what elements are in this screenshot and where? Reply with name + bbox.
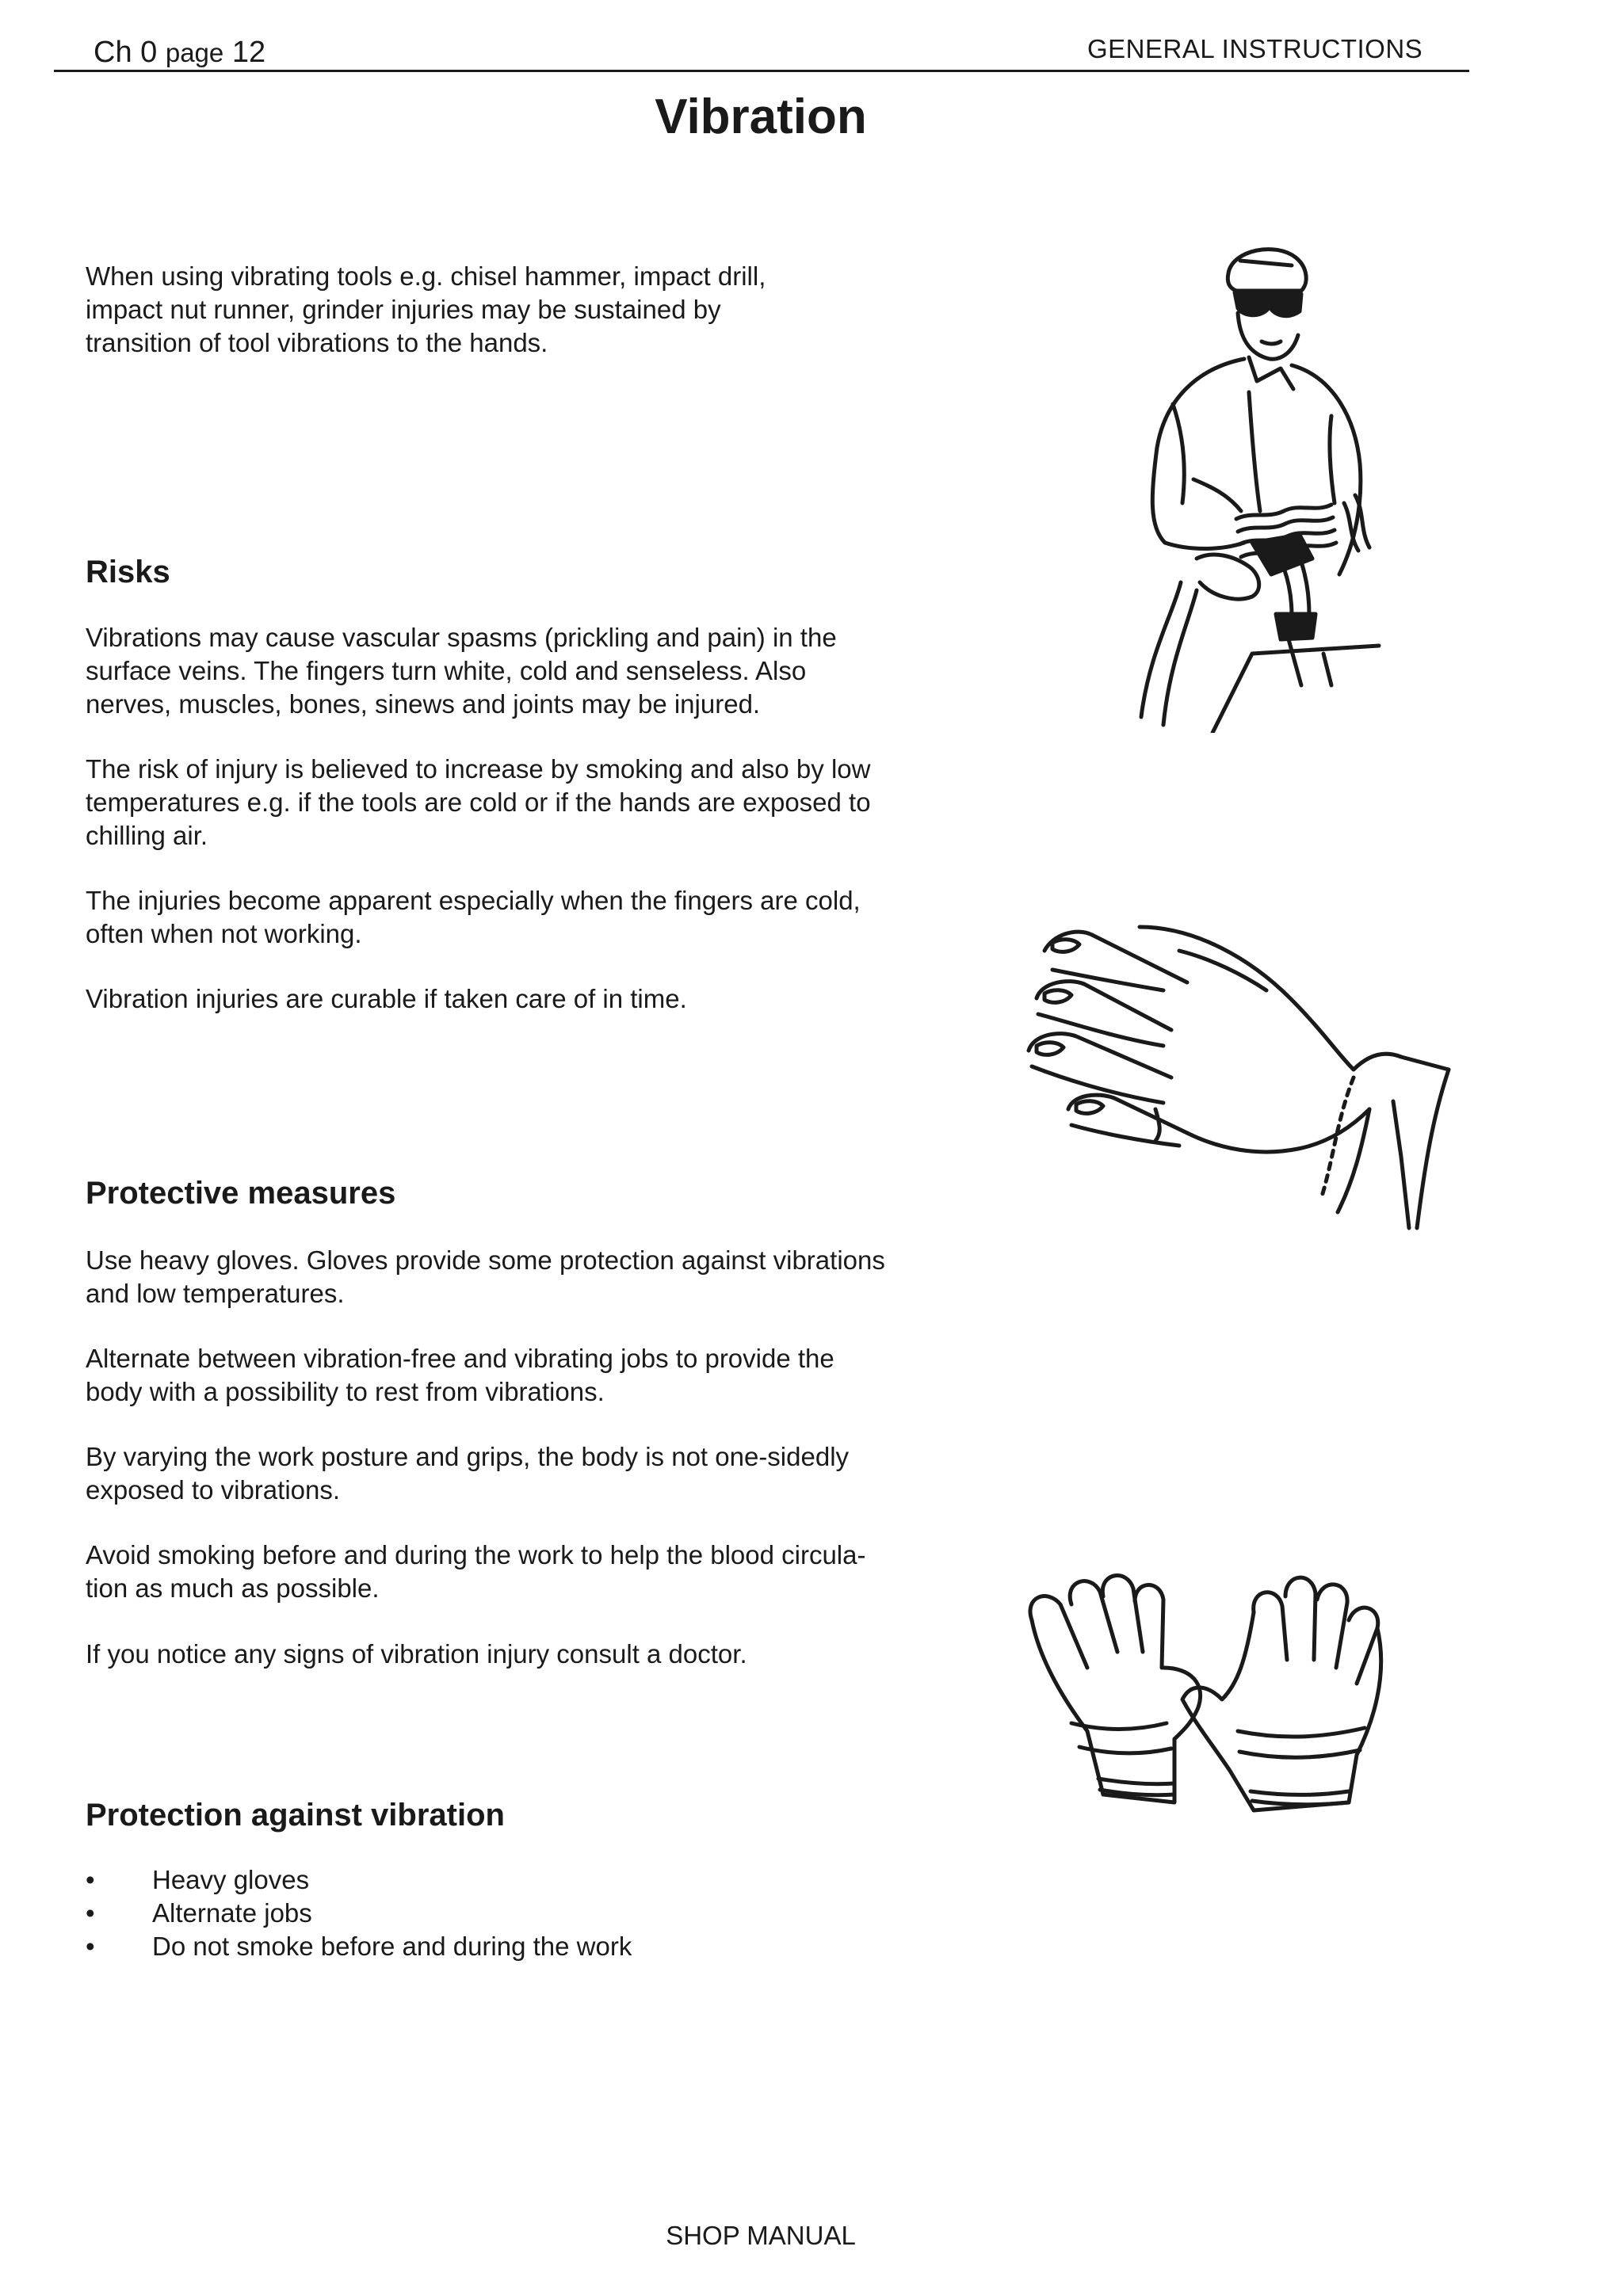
page-title: Vibration bbox=[655, 90, 867, 144]
protective-text: Avoid smoking before and during the work to help the blood circula- tion as much as possible. bbox=[86, 1540, 866, 1603]
list-item bbox=[86, 1863, 632, 1897]
list-item-text: Heavy gloves bbox=[152, 1865, 310, 1894]
list-item-text: Do not smoke before and during the work bbox=[152, 1932, 632, 1961]
protective-paragraph-2 bbox=[86, 1342, 934, 1409]
risks-text: The injuries become apparent especially when the fingers are cold, often when not working. bbox=[86, 886, 861, 948]
bullet-icon: • bbox=[86, 1898, 95, 1928]
page-header-chapter bbox=[94, 35, 265, 71]
protective-measures-heading: Protective measures bbox=[86, 1176, 396, 1211]
risks-paragraph-4 bbox=[86, 982, 934, 1016]
gloves-icon bbox=[1016, 1565, 1428, 1818]
intro-text bbox=[86, 260, 934, 360]
risks-text: The risk of injury is believed to increase by smoking and also by low temperatures e.g. if the tools are cold or if the hands are exposed to chilling air. bbox=[86, 754, 871, 850]
list-item bbox=[86, 1930, 632, 1963]
worker-with-vibrating-tool-icon bbox=[1094, 242, 1395, 733]
section-label: GENERAL INSTRUCTIONS bbox=[1087, 34, 1423, 63]
risks-paragraph-2 bbox=[86, 753, 934, 852]
protective-text: Use heavy gloves. Gloves provide some protection against vibrations and low temperatures. bbox=[86, 1245, 885, 1308]
intro-paragraph: When using vibrating tools e.g. chisel hammer, impact drill, impact nut runner, grinder injuries may be sustained by transition of tool vibrations to the hands. bbox=[86, 261, 766, 357]
protective-text: By varying the work posture and grips, the body is not one-sidedly exposed to vibrations. bbox=[86, 1442, 850, 1505]
bullet-icon: • bbox=[86, 1865, 95, 1894]
risks-text: Vibrations may cause vascular spasms (prickling and pain) in the surface veins. The fingers turn white, cold and senseless. Also nerves, muscles, bones, sinews and joints may be injured. bbox=[86, 623, 837, 719]
header-divider bbox=[54, 70, 1469, 72]
risks-paragraph-1 bbox=[86, 621, 934, 721]
protection-list bbox=[86, 1863, 632, 1963]
list-item bbox=[86, 1897, 632, 1930]
hand-icon bbox=[1021, 895, 1465, 1244]
page-word: page bbox=[165, 38, 224, 67]
risks-paragraph-3 bbox=[86, 884, 934, 951]
protection-heading: Protection against vibration bbox=[86, 1798, 505, 1833]
protective-text: Alternate between vibration-free and vibrating jobs to provide the body with a possibility to rest from vibrations. bbox=[86, 1344, 834, 1406]
protective-paragraph-5 bbox=[86, 1638, 934, 1671]
chapter-label: Ch 0 bbox=[94, 36, 158, 69]
list-item-text: Alternate jobs bbox=[152, 1898, 312, 1928]
protective-text: If you notice any signs of vibration injury consult a doctor. bbox=[86, 1639, 747, 1669]
protective-paragraph-4 bbox=[86, 1539, 934, 1605]
risks-text: Vibration injuries are curable if taken care of in time. bbox=[86, 984, 687, 1013]
bullet-icon: • bbox=[86, 1932, 95, 1961]
page-footer: SHOP MANUAL bbox=[666, 2221, 856, 2250]
page-number: 12 bbox=[231, 36, 266, 69]
protective-paragraph-1 bbox=[86, 1244, 934, 1310]
risks-heading: Risks bbox=[86, 555, 170, 589]
protective-paragraph-3 bbox=[86, 1440, 934, 1507]
